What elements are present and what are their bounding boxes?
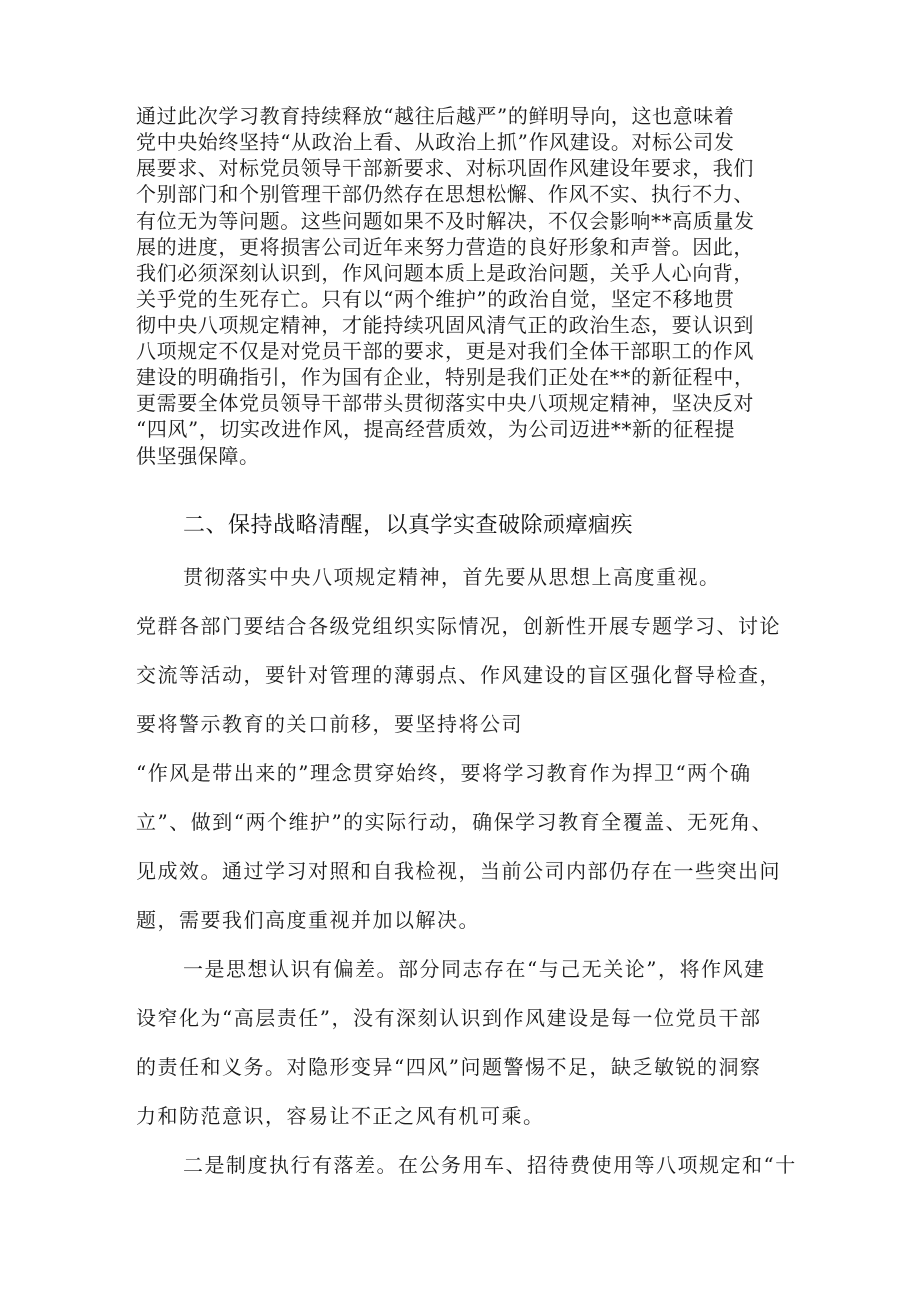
paragraph-1-line: 更需要全体党员领导干部带头贯彻落实中央八项规定精神，坚决反对 <box>136 391 754 415</box>
paragraph-1-line: 展要求、对标党员领导干部新要求、对标巩固作风建设年要求，我们 <box>136 156 754 180</box>
paragraph-2-line: 交流等活动，要针对管理的薄弱点、作风建设的盲区强化督导检查， <box>136 663 781 687</box>
paragraph-1-line: 彻中央八项规定精神，才能持续巩固风清气正的政治生态，要认识到 <box>136 313 754 337</box>
paragraph-2-line: 题，需要我们高度重视并加以解决。 <box>136 908 480 932</box>
paragraph-1-line: 我们必须深刻认识到，作风问题本质上是政治问题，关乎人心向背， <box>136 261 754 285</box>
paragraph-2-line: “作风是带出来的”理念贯穿始终，要将学习教育作为捍卫“两个确 <box>136 761 752 785</box>
paragraph-1-line: 通过此次学习教育持续释放“越往后越严”的鲜明导向，这也意味着 <box>136 104 735 128</box>
paragraph-3-line: 一是思想认识有偏差。部分同志存在“与己无关论”，将作风建 <box>183 957 766 981</box>
paragraph-2-line: 要将警示教育的关口前移，要坚持将公司 <box>136 712 523 736</box>
paragraph-1-line: 有位无为等问题。这些问题如果不及时解决，不仅会影响**高质量发 <box>136 209 755 233</box>
paragraph-1-line: 八项规定不仅是对党员干部的要求，更是对我们全体干部职工的作风 <box>136 339 754 363</box>
paragraph-3-line: 的责任和义务。对隐形变异“四风”问题警惕不足，缺乏敏锐的洞察 <box>136 1055 762 1079</box>
paragraph-2-line: 贯彻落实中央八项规定精神，首先要从思想上高度重视。 <box>183 565 721 589</box>
paragraph-2-line: 见成效。通过学习对照和自我检视，当前公司内部仍存在一些突出问 <box>136 859 781 883</box>
paragraph-4-line: 二是制度执行有落差。在公务用车、招待费使用等八项规定和“十 <box>183 1153 797 1177</box>
section-heading: 二、保持战略清醒，以真学实查破除顽瘴痼疾 <box>183 513 634 538</box>
paragraph-1-line: 建设的明确指引，作为国有企业，特别是我们正处在**的新征程中， <box>136 365 755 389</box>
paragraph-3-line: 设窄化为“高层责任”，没有深刻认识到作风建设是每一位党员干部 <box>136 1006 762 1030</box>
paragraph-1-line: 关乎党的生死存亡。只有以“两个维护”的政治自觉，坚定不移地贯 <box>136 287 735 311</box>
paragraph-2-line: 立”、做到“两个维护”的实际行动，确保学习教育全覆盖、无死角、 <box>136 810 774 834</box>
paragraph-1-line: 展的进度，更将损害公司近年来努力营造的良好形象和声誉。因此， <box>136 235 754 259</box>
paragraph-1-line: 供坚强保障。 <box>136 444 260 468</box>
paragraph-3-line: 力和防范意识，容易让不正之风有机可乘。 <box>136 1104 545 1128</box>
paragraph-1-line: 个别部门和个别管理干部仍然存在思想松懈、作风不实、执行不力、 <box>136 182 754 206</box>
paragraph-2-line: 党群各部门要结合各级党组织实际情况，创新性开展专题学习、讨论 <box>136 614 781 638</box>
paragraph-1-line: “四风”，切实改进作风，提高经营质效，为公司迈进**新的征程提 <box>136 417 736 441</box>
paragraph-1-line: 党中央始终坚持“从政治上看、从政治上抓”作风建设。对标公司发 <box>136 130 735 154</box>
